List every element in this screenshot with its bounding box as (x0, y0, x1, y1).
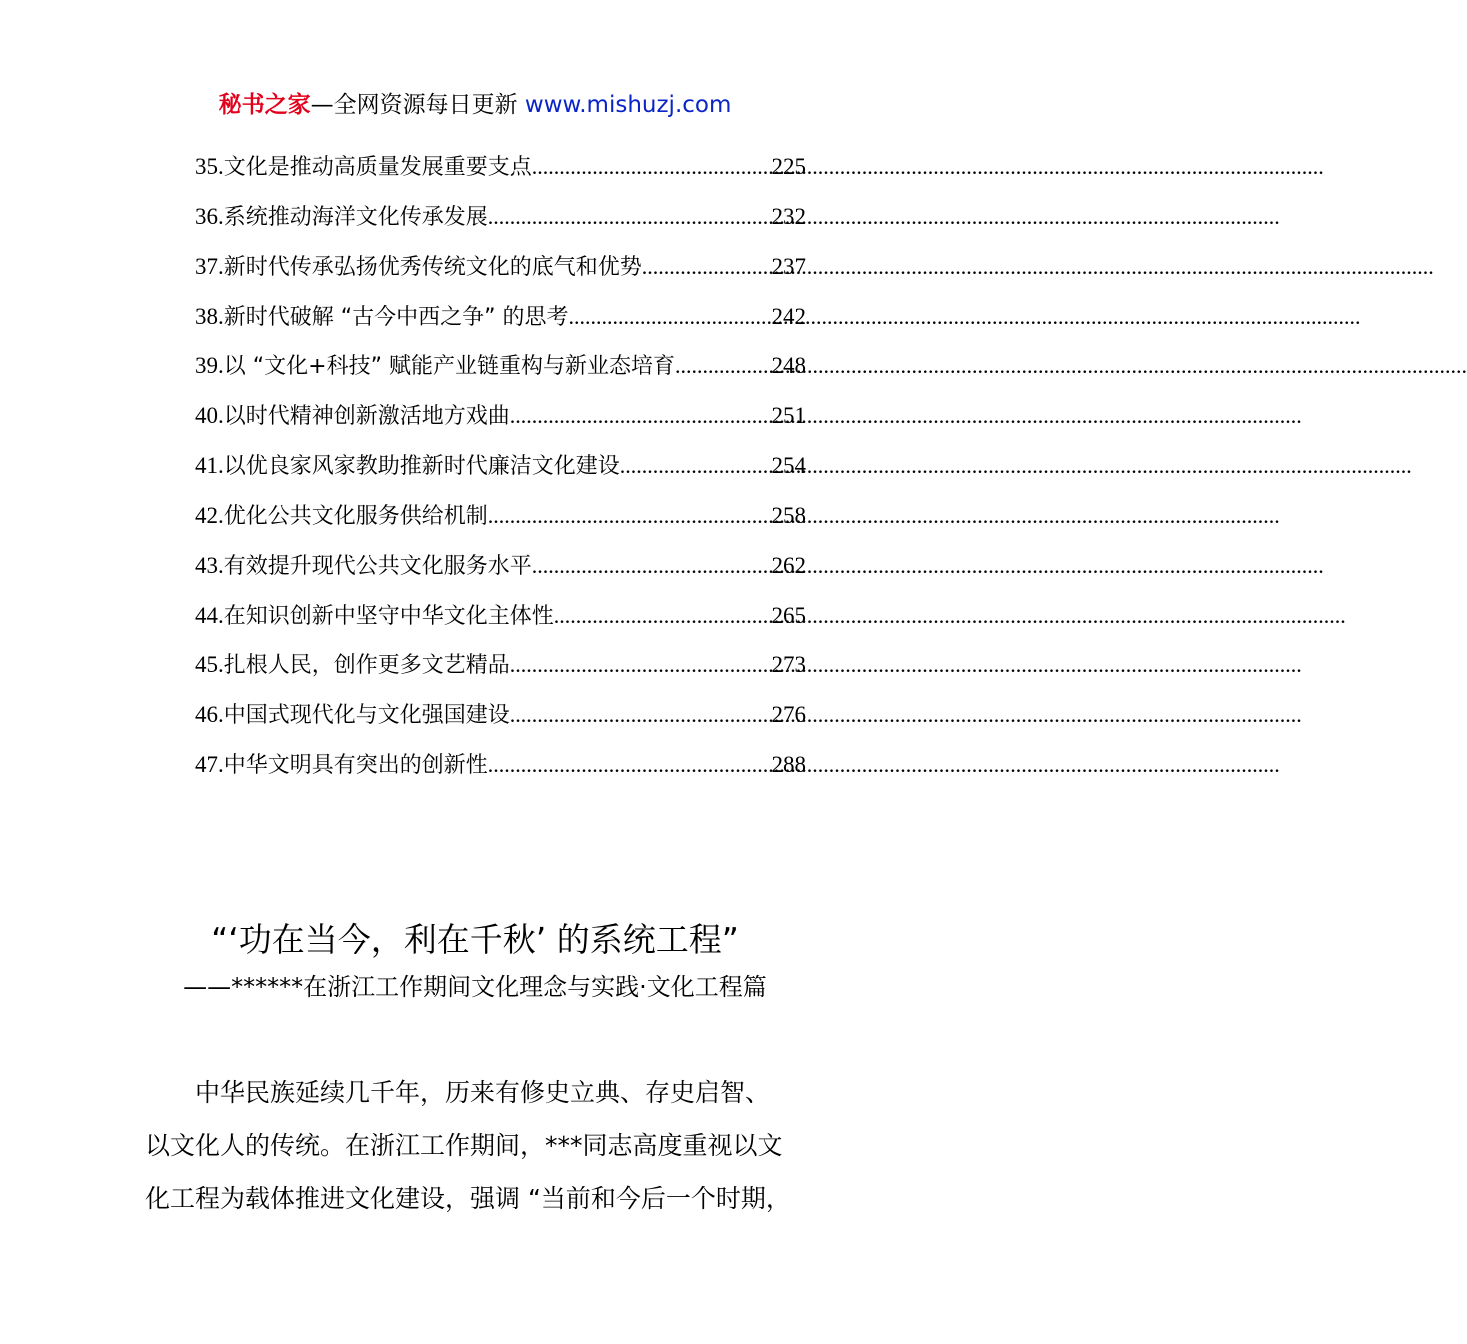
toc-item-47[interactable] (195, 745, 806, 795)
toc-item-number: 44. (195, 602, 224, 628)
toc-item-page: 262 (771, 552, 806, 578)
toc-item-title: 新时代破解 “古今中西之争” 的思考 (223, 304, 569, 330)
toc-item-number: 38. (195, 303, 224, 329)
toc-dot-leader (569, 297, 772, 337)
toc-dot-leader (532, 147, 772, 187)
toc-item-title: 在知识创新中坚守中华文化主体性 (223, 603, 554, 629)
site-tagline: —全网资源每日更新 (310, 92, 525, 118)
toc-item-43[interactable] (195, 546, 806, 596)
toc-item-page: 276 (771, 702, 806, 728)
site-header (0, 88, 950, 122)
toc-item-page: 265 (771, 602, 806, 628)
toc-item-page: 237 (771, 253, 806, 279)
toc-item-page: 288 (771, 752, 806, 778)
toc-item-number: 39. (195, 353, 224, 379)
toc-item-page: 273 (771, 652, 806, 678)
toc-dot-leader (488, 197, 772, 237)
toc-item-number: 42. (195, 502, 224, 528)
toc-item-number: 40. (195, 403, 224, 429)
toc-item-number: 37. (195, 253, 224, 279)
site-brand: 秘书之家 (218, 92, 311, 118)
toc-item-page: 248 (771, 353, 806, 379)
toc-dot-leader (510, 396, 772, 436)
toc-item-number: 47. (195, 752, 224, 778)
table-of-contents (195, 147, 806, 795)
toc-item-42[interactable] (195, 496, 806, 546)
toc-dot-leader (532, 546, 772, 586)
toc-item-page: 225 (771, 154, 806, 179)
toc-item-page: 232 (771, 203, 806, 229)
toc-item-40[interactable] (195, 396, 806, 446)
toc-item-title: 中华文明具有突出的创新性 (223, 753, 488, 779)
article-subtitle: ——******在浙江工作期间文化理念与实践·文化工程篇 (183, 973, 767, 1001)
article-paragraph (145, 1066, 810, 1225)
toc-item-title: 扎根人民，创作更多文艺精品 (223, 653, 510, 679)
toc-item-page: 254 (771, 453, 806, 479)
toc-item-number: 43. (195, 552, 224, 578)
toc-dot-leader (510, 695, 772, 735)
article-body (145, 1066, 810, 1225)
toc-item-number: 41. (195, 453, 224, 479)
toc-item-title: 以优良家风家教助推新时代廉洁文化建设 (223, 454, 620, 480)
toc-item-title: 系统推动海洋文化传承发展 (223, 204, 488, 230)
toc-dot-leader (554, 596, 772, 636)
toc-dot-leader (620, 446, 772, 486)
toc-dot-leader (510, 645, 772, 685)
toc-item-41[interactable] (195, 446, 806, 496)
toc-item-title: 有效提升现代公共文化服务水平 (223, 553, 532, 579)
toc-dot-leader (488, 745, 772, 785)
toc-item-page: 242 (771, 303, 806, 329)
toc-item-title: 优化公共文化服务供给机制 (223, 503, 488, 529)
toc-item-page: 258 (771, 502, 806, 528)
toc-item-44[interactable] (195, 596, 806, 646)
toc-item-46[interactable] (195, 695, 806, 745)
body-line: 化工程为载体推进文化建设，强调 “当前和今后一个时期， (145, 1184, 791, 1213)
toc-item-number: 45. (195, 652, 224, 678)
toc-dot-leader (675, 346, 772, 386)
toc-item-36[interactable] (195, 197, 806, 247)
toc-dot-leader (488, 496, 772, 536)
site-url-link[interactable]: www.mishuzj.com (524, 92, 732, 118)
article-title: “‘功在当今，利在千秋’ 的系统工程” (211, 920, 739, 959)
toc-item-45[interactable] (195, 645, 806, 695)
toc-item-number: 36. (195, 203, 224, 229)
toc-item-title: 文化是推动高质量发展重要支点 (223, 155, 532, 180)
toc-item-page: 251 (771, 403, 806, 429)
body-line: 中华民族延续几千年，历来有修史立典、存史启智、 (195, 1078, 771, 1107)
toc-item-title: 以时代精神创新激活地方戏曲 (223, 404, 510, 430)
toc-item-title: 中国式现代化与文化强国建设 (223, 703, 510, 729)
body-line: 以文化人的传统。在浙江工作期间，***同志高度重视以文 (145, 1131, 783, 1160)
toc-item-35[interactable] (195, 147, 806, 197)
toc-item-number: 35. (195, 154, 224, 179)
toc-item-37[interactable] (195, 247, 806, 297)
toc-item-38[interactable] (195, 297, 806, 347)
toc-item-39[interactable] (195, 346, 806, 396)
toc-dot-leader (642, 247, 772, 287)
toc-item-title: 以 “文化+科技” 赋能产业链重构与新业态培育 (223, 354, 675, 380)
toc-item-title: 新时代传承弘扬优秀传统文化的底气和优势 (223, 254, 642, 280)
toc-item-number: 46. (195, 702, 224, 728)
